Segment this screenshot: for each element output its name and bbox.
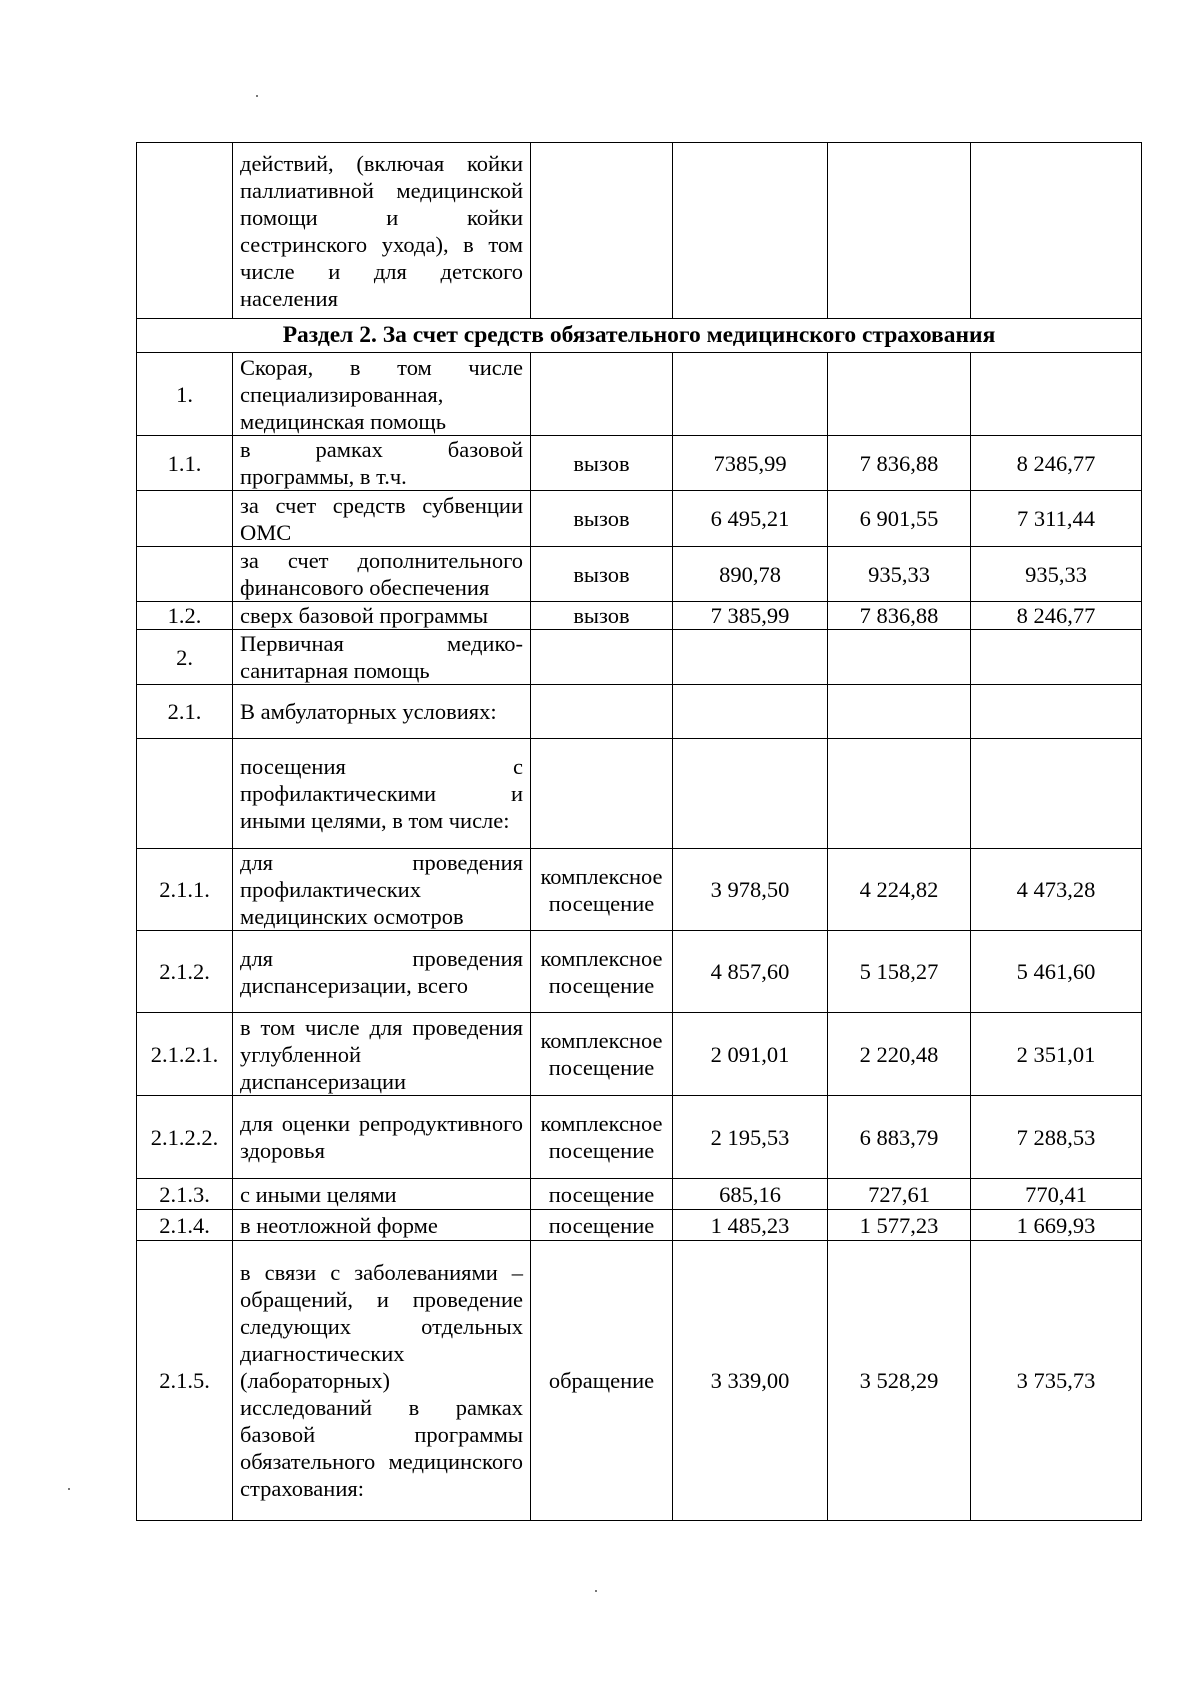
row-unit: вызов (531, 547, 673, 602)
scan-speck (256, 95, 258, 97)
table-row (137, 1210, 1142, 1241)
row-name: за счет средств субвенции ОМС (233, 491, 531, 547)
row-value-2: 1 577,23 (828, 1210, 971, 1241)
row-value-1 (673, 143, 828, 319)
row-unit: комплексное посещение (531, 1096, 673, 1179)
section-header-row (137, 319, 1142, 353)
row-unit (531, 630, 673, 685)
tariff-table (136, 142, 1142, 1521)
row-number: 2.1.1. (137, 849, 233, 931)
row-value-1: 2 195,53 (673, 1096, 828, 1179)
row-unit: комплексное посещение (531, 1013, 673, 1096)
row-unit: вызов (531, 491, 673, 547)
row-value-2 (828, 630, 971, 685)
row-value-3 (971, 739, 1142, 849)
scan-speck (595, 1590, 597, 1592)
row-number: 2. (137, 630, 233, 685)
row-value-3: 770,41 (971, 1179, 1142, 1210)
row-value-2: 4 224,82 (828, 849, 971, 931)
row-value-3 (971, 685, 1142, 739)
row-unit (531, 143, 673, 319)
table-row (137, 1013, 1142, 1096)
row-value-1: 685,16 (673, 1179, 828, 1210)
row-name: для проведения профилактических медицинских осмотров (233, 849, 531, 931)
row-unit (531, 739, 673, 849)
table-row (137, 491, 1142, 547)
row-value-3: 3 735,73 (971, 1241, 1142, 1521)
row-number: 1.1. (137, 436, 233, 491)
row-value-3 (971, 353, 1142, 436)
row-value-2: 7 836,88 (828, 436, 971, 491)
table-row (137, 1096, 1142, 1179)
row-number (137, 547, 233, 602)
row-number: 2.1.3. (137, 1179, 233, 1210)
row-value-2 (828, 739, 971, 849)
row-number (137, 739, 233, 849)
row-value-3 (971, 143, 1142, 319)
row-number (137, 491, 233, 547)
row-name: сверх базовой программы (233, 602, 531, 630)
row-value-1 (673, 353, 828, 436)
row-name: Скорая, в том числе специализированная, медицинская помощь (233, 353, 531, 436)
row-value-2: 727,61 (828, 1179, 971, 1210)
row-value-3: 935,33 (971, 547, 1142, 602)
row-name: посещения с профилактическими и иными целями, в том числе: (233, 739, 531, 849)
row-unit: комплексное посещение (531, 849, 673, 931)
row-unit: комплексное посещение (531, 931, 673, 1013)
row-name: действий, (включая койки паллиативной медицинской помощи и койки сестринского ухода), в том числе и для детского населения (233, 143, 531, 319)
row-value-1 (673, 685, 828, 739)
row-value-3: 5 461,60 (971, 931, 1142, 1013)
row-value-2: 6 901,55 (828, 491, 971, 547)
table-row (137, 1241, 1142, 1521)
row-value-2: 935,33 (828, 547, 971, 602)
row-unit: посещение (531, 1210, 673, 1241)
row-name: в неотложной форме (233, 1210, 531, 1241)
row-name: за счет дополнительного финансового обеспечения (233, 547, 531, 602)
row-value-3: 8 246,77 (971, 436, 1142, 491)
row-value-1: 3 978,50 (673, 849, 828, 931)
row-value-1 (673, 739, 828, 849)
row-value-1: 7 385,99 (673, 602, 828, 630)
row-value-3: 7 288,53 (971, 1096, 1142, 1179)
row-value-1: 890,78 (673, 547, 828, 602)
row-value-2: 7 836,88 (828, 602, 971, 630)
row-value-1: 4 857,60 (673, 931, 828, 1013)
row-value-3: 4 473,28 (971, 849, 1142, 931)
row-value-1 (673, 630, 828, 685)
row-value-2 (828, 353, 971, 436)
table-row (137, 602, 1142, 630)
table-row (137, 1179, 1142, 1210)
row-unit: посещение (531, 1179, 673, 1210)
row-value-2: 5 158,27 (828, 931, 971, 1013)
row-value-3: 1 669,93 (971, 1210, 1142, 1241)
row-value-3 (971, 630, 1142, 685)
section-title: Раздел 2. За счет средств обязательного медицинского страхования (137, 319, 1142, 353)
row-name: для проведения диспансеризации, всего (233, 931, 531, 1013)
row-value-2 (828, 143, 971, 319)
table-row (137, 849, 1142, 931)
row-unit: вызов (531, 436, 673, 491)
row-number (137, 143, 233, 319)
table-row (137, 547, 1142, 602)
row-number: 1.2. (137, 602, 233, 630)
row-value-1: 6 495,21 (673, 491, 828, 547)
table-row (137, 436, 1142, 491)
row-unit (531, 685, 673, 739)
row-value-2: 3 528,29 (828, 1241, 971, 1521)
table-row (137, 739, 1142, 849)
row-value-1: 1 485,23 (673, 1210, 828, 1241)
row-number: 2.1.2.2. (137, 1096, 233, 1179)
row-name: в связи с заболеваниями – обращений, и проведение следующих отдельных диагностических (лабораторных) исследований в рамках базовой программы обязательного медицинского страхования: (233, 1241, 531, 1521)
row-number: 2.1. (137, 685, 233, 739)
row-unit: вызов (531, 602, 673, 630)
row-name: с иными целями (233, 1179, 531, 1210)
row-value-1: 3 339,00 (673, 1241, 828, 1521)
row-unit (531, 353, 673, 436)
scan-speck (68, 1488, 70, 1490)
row-number: 1. (137, 353, 233, 436)
table-row (137, 353, 1142, 436)
row-name: в рамках базовой программы, в т.ч. (233, 436, 531, 491)
row-value-2 (828, 685, 971, 739)
row-number: 2.1.2. (137, 931, 233, 1013)
row-number: 2.1.2.1. (137, 1013, 233, 1096)
row-value-1: 2 091,01 (673, 1013, 828, 1096)
table-row (137, 143, 1142, 319)
row-value-2: 6 883,79 (828, 1096, 971, 1179)
row-name: Первичная медико-санитарная помощь (233, 630, 531, 685)
row-value-1: 7385,99 (673, 436, 828, 491)
table-row (137, 931, 1142, 1013)
row-name: в том числе для проведения углубленной диспансеризации (233, 1013, 531, 1096)
row-number: 2.1.4. (137, 1210, 233, 1241)
table-row (137, 630, 1142, 685)
row-value-3: 7 311,44 (971, 491, 1142, 547)
row-name: для оценки репродуктивного здоровья (233, 1096, 531, 1179)
row-unit: обращение (531, 1241, 673, 1521)
row-value-3: 2 351,01 (971, 1013, 1142, 1096)
row-name: В амбулаторных условиях: (233, 685, 531, 739)
row-value-3: 8 246,77 (971, 602, 1142, 630)
row-number: 2.1.5. (137, 1241, 233, 1521)
table-row (137, 685, 1142, 739)
row-value-2: 2 220,48 (828, 1013, 971, 1096)
